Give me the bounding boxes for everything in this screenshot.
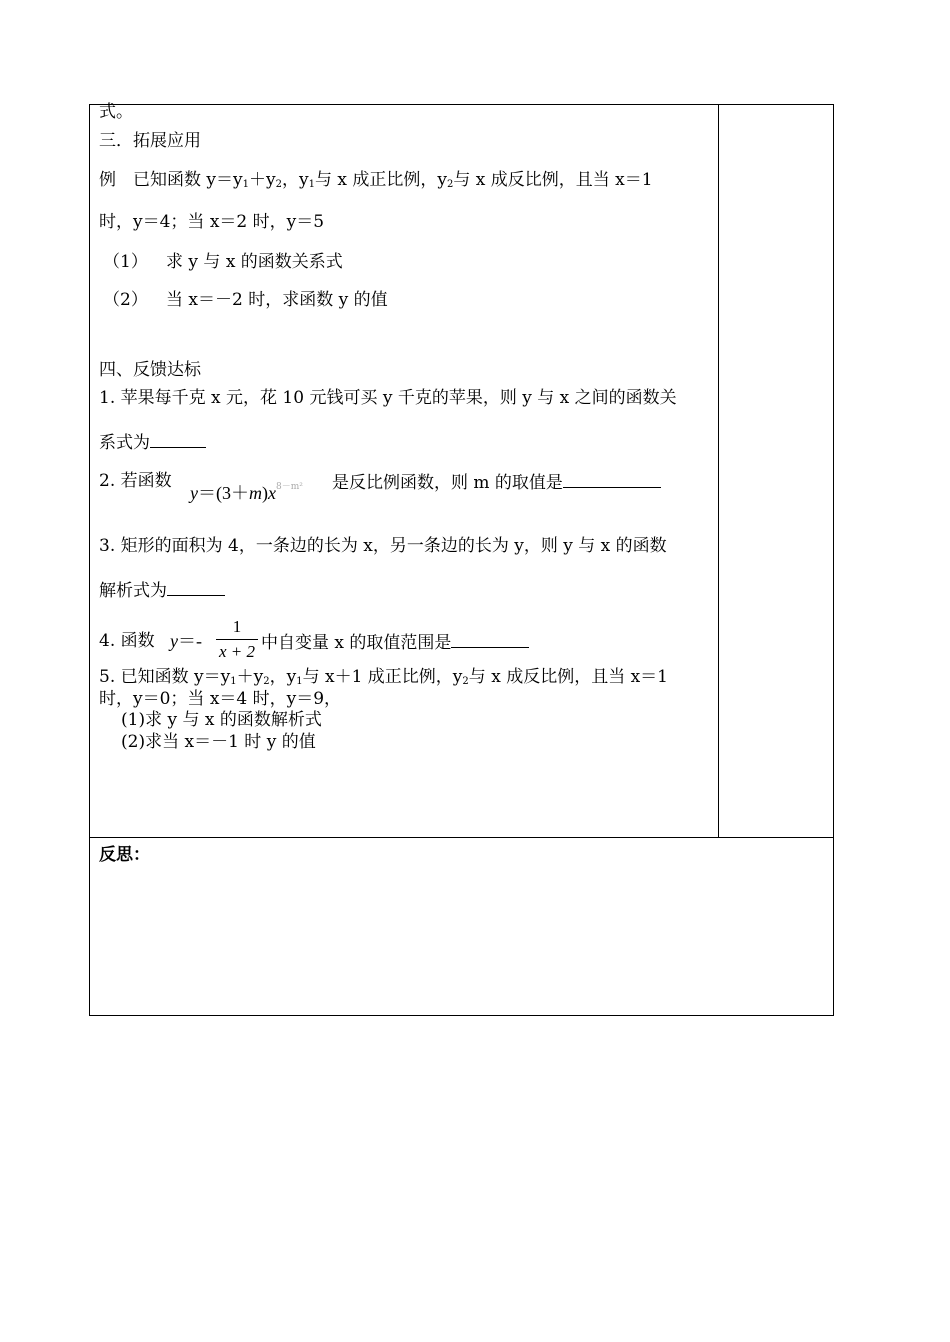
answer-blank[interactable] [150, 433, 206, 448]
problem-5-line-2: 时，y＝0；当 x＝4 时，y＝9， [99, 689, 342, 709]
fraction-numerator: 1 [232, 617, 242, 636]
problem-1-line-2: 系式为 [99, 433, 206, 452]
fraction-denominator: x + 2 [218, 642, 256, 661]
problem-3-line-2: 解析式为 [99, 581, 225, 600]
problem-4-lhs: y＝- [170, 631, 202, 651]
example-q2-number: （2） [103, 290, 148, 310]
example-q1-number: （1） [103, 252, 148, 272]
problem-4-prefix: 4. 函数 [99, 631, 155, 651]
section-3-heading: 三．拓展应用 [99, 131, 201, 151]
problem-4-fraction [216, 618, 258, 660]
row-divider [89, 837, 834, 838]
problem-2-prefix: 2. 若函数 [99, 471, 172, 491]
column-divider [718, 104, 719, 838]
example-q2-text: 当 x＝－2 时，求函数 y 的值 [166, 290, 388, 310]
section-4-heading: 四、反馈达标 [99, 360, 201, 380]
answer-blank[interactable] [451, 633, 529, 648]
table-frame [89, 104, 834, 1016]
problem-1-line-1: 1. 苹果每千克 x 元，花 10 元钱可买 y 千克的苹果，则 y 与 x 之间的函数关 [99, 388, 677, 408]
answer-blank[interactable] [167, 581, 225, 596]
problem-2-formula: $y=(3+m)x^{8-m^2}$ [190, 482, 303, 503]
top-fragment: 式。 [99, 102, 133, 122]
problem-2-suffix: 是反比例函数，则 m 的取值是 [332, 473, 661, 492]
example-line-2: 时，y＝4；当 x＝2 时，y＝5 [99, 212, 325, 232]
problem-4-suffix: 中自变量 x 的取值范围是 [261, 633, 529, 652]
problem-3-line-1: 3. 矩形的面积为 4，一条边的长为 x，另一条边的长为 y，则 y 与 x 的函数 [99, 536, 667, 556]
problem-5-q2: (2)求当 x＝－1 时 y 的值 [121, 732, 316, 752]
problem-5-q1: (1)求 y 与 x 的函数解析式 [121, 710, 322, 730]
fraction-bar [216, 639, 258, 640]
example-q1-text: 求 y 与 x 的函数关系式 [166, 252, 343, 272]
example-line-1: 例 已知函数 $y=y_1+y_2$，$y_1$与 x 成正比例，$y_2$与 x 成反比例，且当 x＝1 [99, 170, 653, 190]
reflection-label: 反思： [99, 845, 150, 864]
problem-5-line-1: 5. 已知函数 $y=y_1+y_2$，$y_1$与 x＋1 成正比例，$y_2$与 x 成反比例，且当 x＝1 [99, 667, 668, 687]
answer-blank[interactable] [563, 473, 661, 488]
